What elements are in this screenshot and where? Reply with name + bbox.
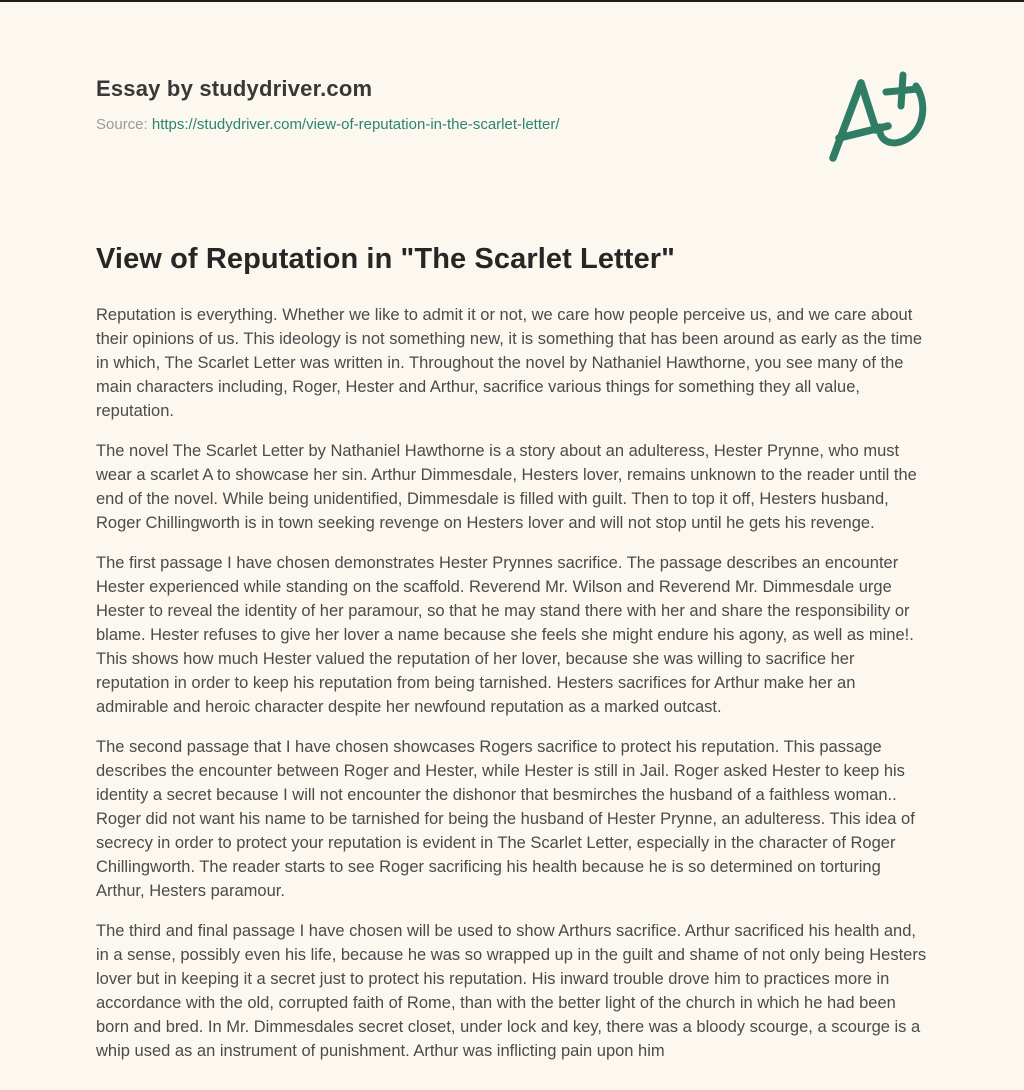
source-label: Source: [96,116,148,133]
essay-paragraph: The first passage I have chosen demonstrates Hester Prynnes sacrifice. The passage describes an encounter Hester experienced while standing on the scaffold. Reverend Mr. Wilson and Reverend Mr. Dimmesdale urge Hester to reveal the identity of her paramour, so that he may stand there with her and share the responsibility or blame. Hester refuses to give her lover a name because she feels she might endure his agony, as well as mine!. This shows how much Hester valued the reputation of her lover, because she was willing to sacrifice her reputation in order to keep his reputation from being tarnished. Hesters sacrifices for Arthur make her an admirable and heroic character despite her newfound reputation as a marked outcast. [96,554,914,716]
essay-paragraph: Reputation is everything. Whether we like to admit it or not, we care how people perceive us, and we care about their opinions of us. This ideology is not something new, it is something that has been around as early as the time in which, The Scarlet Letter was written in. Throughout the novel by Nathaniel Hawthorne, you see many of the main characters including, Roger, Hester and Arthur, sacrifice various things for something they all value, reputation. [96,306,923,420]
article-title: View of Reputation in "The Scarlet Letter" [96,243,676,275]
essay-content [96,241,928,1063]
page-header [96,2,928,133]
essay-paragraph: The second passage that I have chosen showcases Rogers sacrifice to protect his reputation. This passage describes the encounter between Roger and Hester, while Hester is still in Jail. Roger asked Hester to keep his identity a secret because I will not encounter the dishonor that besmirches the husband of a faithless woman.. Roger did not want his name to be tarnished for being the husband of Hester Prynne, an adulteress. This idea of secrecy in order to protect your reputation is evident in The Scarlet Letter, especially in the character of Roger Chillingworth. The reader starts to see Roger sacrificing his health because he is so determined on torturing Arthur, Hesters paramour. [96,738,915,900]
source-link[interactable]: https://studydriver.com/view-of-reputation-in-the-scarlet-letter/ [151,116,560,133]
essay-body [96,303,928,1063]
essay-paragraph: The third and final passage I have chosen will be used to show Arthurs sacrifice. Arthur sacrificed his health and, in a sense, possibly even his life, because he was so wrapped up in the guilt and shame of not only being Hesters lover but in keeping it a secret just to protect his reputation. His inward trouble drove him to practices more in accordance with the old, corrupted faith of Rome, than with the better light of the church in which he had been born and bred. In Mr. Dimmesdales secret closet, under lock and key, there was a bloody scourge, a scourge is a whip used as an instrument of punishment. Arthur was inflicting pain upon him [96,922,927,1060]
essay-page [0,2,1024,1063]
a-plus-logo-icon [826,70,928,166]
source-line [96,116,928,133]
essay-paragraph: The novel The Scarlet Letter by Nathaniel Hawthorne is a story about an adulteress, Hester Prynne, who must wear a scarlet A to showcase her sin. Arthur Dimmesdale, Hesters lover, remains unknown to the reader until the end of the novel. While being unidentified, Dimmesdale is filled with guilt. Then to top it off, Hesters husband, Roger Chillingworth is in town seeking revenge on Hesters lover and will not stop until he gets his revenge. [96,442,917,532]
page-title: Essay by studydriver.com [96,76,373,101]
